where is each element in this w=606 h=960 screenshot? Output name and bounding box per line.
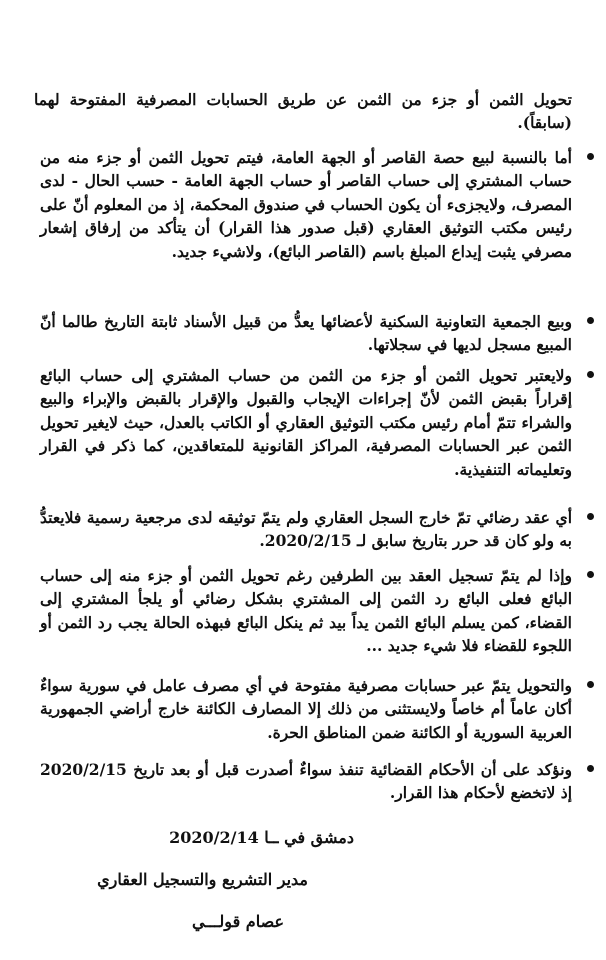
list-item: [40, 364, 572, 481]
bullet-icon: [587, 317, 594, 324]
list-item: [40, 310, 572, 357]
list-item-text: وإذا لم يتمّ تسجيل العقد بين الطرفين رغم تحويل الثمن أو جزء منه إلى حساب البائع فعلى البائع رد الثمن إلى المشتري بشكل رضائي أو يلجأ المشتري إلى القضاء، كمن يسلم البائع الثمن يداً بيد ثم ينكل البائع فبهذه الحالة يجب رد الثمن أو اللجوء للقضاء فلا شيء جديد ...: [40, 566, 572, 656]
list-item-text: أي عقد رضائي تمّ خارج السجل العقاري ولم يتمّ توثيقه لدى مرجعية رسمية فلايعتدُّ به ولو كان قد حرر بتاريخ سابق لـ 2020/2/15.: [40, 508, 572, 551]
list-item-text: والتحويل يتمّ عبر حسابات مصرفية مفتوحة في أي مصرف عامل في سورية سواءٌ أكان عاماً أم خاصاً ولايستثنى من ذلك إلا المصارف الكائنة خارج أراضي الجمهورية العربية السورية أو الكائنة ضمن المناطق الحرة.: [40, 676, 572, 742]
date-line: دمشق في ــا 2020/2/14: [169, 828, 354, 847]
intro-paragraph: تحويل الثمن أو جزء من الثمن عن طريق الحسابات المصرفية المفتوحة لهما (سابقاً).: [34, 90, 572, 133]
list-item-text: ونؤكد على أن الأحكام القضائية تنفذ سواءٌ أصدرت قبل أو بعد تاريخ 2020/2/15 إذ لاتخضع لأحكام هذا القرار.: [40, 760, 572, 803]
signatory-title: مدير التشريع والتسجيل العقاري: [97, 870, 308, 889]
bullet-icon: [587, 513, 594, 520]
bullet-icon: [587, 681, 594, 688]
list-item-text: أما بالنسبة لبيع حصة القاصر أو الجهة العامة، فيتم تحويل الثمن أو جزء منه من حساب المشتري إلى حساب القاصر أو حساب الجهة العامة - حسب الحال - لدى المصرف، ولايجزىء أن يكون الحساب في صندوق المحكمة، إذ من المعلوم أنّ على رئيس مكتب التوثيق العقاري (قبل صدور هذا القرار) أن يتأكد من إرفاق إشعار مصرفي يثبت إيداع المبلغ باسم (القاصر البائع)، ولاشيء جديد.: [40, 148, 572, 261]
bullet-icon: [587, 571, 594, 578]
list-item: [40, 564, 572, 658]
signatory-name: عصام قولـــي: [192, 912, 284, 931]
bullet-icon: [587, 371, 594, 378]
list-item-text: ولايعتبر تحويل الثمن أو جزء من الثمن من حساب المشتري إلى حساب البائع إقراراً بقبض الثمن لأنّ إجراءات الإيجاب والقبول والإقرار بالقبض والإبراء والبيع والشراء تتمّ أمام رئيس مكتب التوثيق العقاري أو الكاتب بالعدل، حيث لايغير تحويل الثمن عبر الحسابات المصرفية، المراكز القانونية للمتعاقدين، كما ذكر في القرار وتعليماته التنفيذية.: [40, 366, 572, 479]
list-item: [40, 506, 572, 553]
list-item: [40, 146, 572, 263]
list-item: [40, 674, 572, 744]
bullet-icon: [587, 765, 594, 772]
list-item: [40, 758, 572, 805]
list-item-text: وبيع الجمعية التعاونية السكنية لأعضائها يعدُّ من قبيل الأسناد ثابتة التاريخ طالما أنّ المبيع مسجل لديها في سجلاتها.: [40, 312, 572, 355]
bullet-icon: [587, 153, 594, 160]
